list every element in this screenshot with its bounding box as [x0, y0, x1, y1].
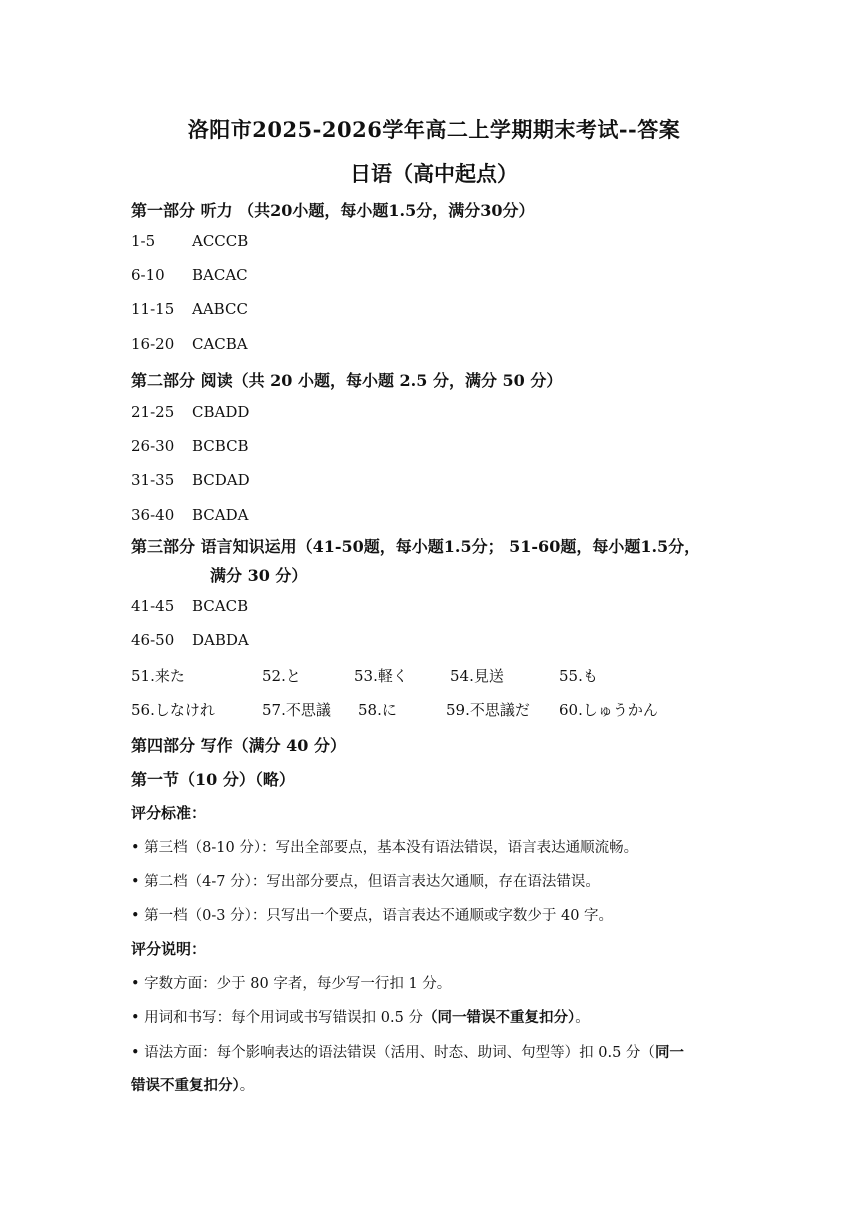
answer-row [131, 403, 249, 421]
answer-letters: DABDA [192, 631, 249, 649]
answer-letters: CBADD [192, 403, 250, 421]
answer-letters: BCACB [192, 597, 249, 615]
answer-range: 11-15 [131, 300, 175, 318]
answer-row [131, 437, 249, 455]
criteria-item: • 第一档（0-3 分）：只写出一个要点，语言表达不通顺或字数少于 40 字。 [131, 908, 614, 924]
note-emphasis: 错误不重复扣分） [131, 1077, 240, 1094]
fill-answer: 51.来た [131, 667, 185, 685]
answer-letters: CACBA [192, 335, 248, 353]
answer-letters: ACCCB [192, 232, 249, 250]
answer-range: 41-45 [131, 597, 175, 615]
note-text: • 用词和书写：每个用词或书写错误扣 0.5 分 [131, 1010, 423, 1026]
answer-letters: BACAC [192, 266, 248, 284]
fill-answer: 57.不思議 [262, 701, 331, 719]
answer-row [131, 597, 248, 615]
part2-heading: 第二部分 阅读（共 20 小题，每小题 2.5 分，满分 50 分） [131, 371, 563, 390]
fill-answer: 56.しなけれ [131, 701, 215, 719]
answer-row [131, 335, 248, 353]
answer-range: 1-5 [131, 232, 156, 250]
answer-row [131, 300, 248, 318]
answer-letters: BCDAD [192, 471, 250, 489]
fill-answer: 53.軽く [354, 667, 408, 685]
fill-answer: 58.に [358, 701, 397, 719]
page-title: 洛阳市2025-2026学年高二上学期期末考试--答案 [187, 117, 681, 142]
answer-letters: AABCC [192, 300, 248, 318]
note-text: • 语法方面：每个影响表达的语法错误（活用、时态、助词、句型等）扣 0.5 分（ [131, 1045, 655, 1061]
fill-answer: 55.も [559, 667, 598, 685]
answer-range: 36-40 [131, 506, 175, 524]
note-item: • 字数方面：少于 80 字者，每少写一行扣 1 分。 [131, 976, 452, 992]
section1-heading: 第一节（10 分）（略） [131, 770, 295, 789]
answer-row [131, 471, 250, 489]
part3-heading: 第三部分 语言知识运用（41-50题，每小题1.5分； 51-60题，每小题1.5分， [131, 537, 701, 556]
note-emphasis: 同一 [654, 1044, 684, 1061]
note-text-end: 。 [239, 1078, 255, 1094]
fill-answer: 59.不思議だ [446, 701, 530, 719]
criteria-item: • 第二档（4-7 分）：写出部分要点，但语言表达欠通顺，存在语法错误。 [131, 874, 600, 890]
page-subtitle: 日语（高中起点） [350, 161, 518, 186]
part4-heading: 第四部分 写作（满分 40 分） [131, 736, 346, 755]
answer-range: 6-10 [131, 266, 165, 284]
answer-row [131, 232, 248, 250]
answer-range: 31-35 [131, 471, 175, 489]
fill-answer: 52.と [262, 667, 301, 685]
answer-range: 21-25 [131, 403, 175, 421]
notes-title: 评分说明： [131, 940, 207, 958]
note-item [131, 1041, 684, 1062]
fill-answer: 60.しゅうかん [559, 701, 658, 719]
note-item [131, 1006, 590, 1027]
part1-heading: 第一部分 听力 （共20小题，每小题1.5分，满分30分） [131, 201, 535, 220]
note-text-end: 。 [575, 1010, 590, 1026]
note-emphasis: （同一错误不重复扣分） [422, 1009, 576, 1026]
answer-row [131, 266, 248, 284]
answer-range: 16-20 [131, 335, 175, 353]
fill-answer: 54.見送 [450, 667, 504, 685]
answer-row [131, 631, 249, 649]
answer-range: 26-30 [131, 437, 175, 455]
answer-letters: BCBCB [192, 437, 249, 455]
answer-letters: BCADA [192, 506, 249, 524]
answer-row [131, 506, 248, 524]
criteria-item: • 第三档（8-10 分）：写出全部要点，基本没有语法错误，语言表达通顺流畅。 [131, 840, 639, 856]
answer-range: 46-50 [131, 631, 175, 649]
criteria-title: 评分标准： [131, 804, 207, 822]
part3-heading-cont: 满分 30 分） [210, 566, 308, 585]
note-item-cont [131, 1074, 254, 1095]
